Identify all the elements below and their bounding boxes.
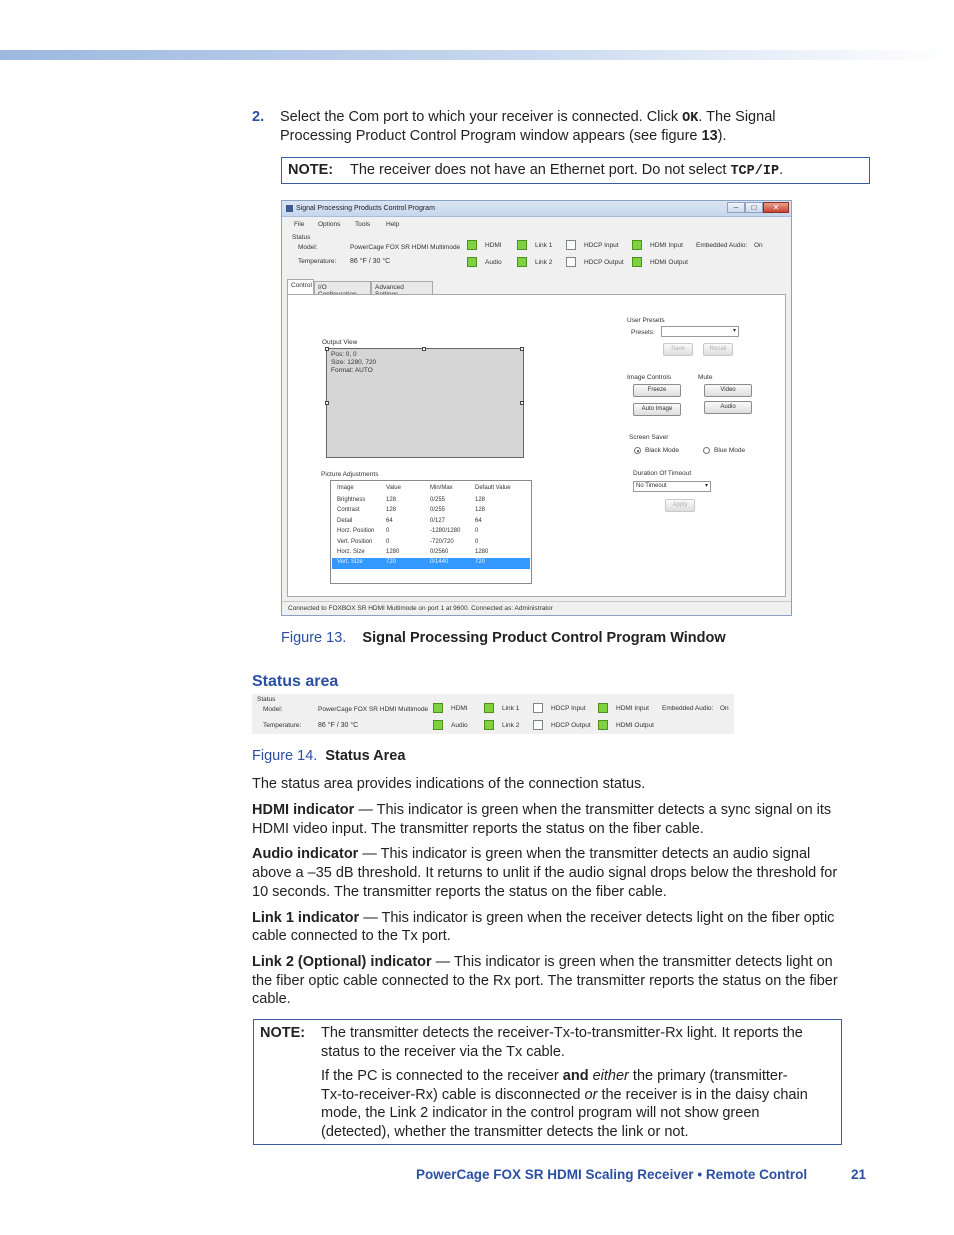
step-text-line1: Select the Com port to which your receiver is connected. Click OK. The Signal (280, 109, 776, 126)
resize-handle[interactable] (422, 347, 426, 351)
note-p2-line3: mode, the Link 2 indicator in the control program will not show green (321, 1105, 760, 1121)
hdmi-label: HDMI (485, 242, 502, 249)
note-label: NOTE: (288, 162, 334, 178)
embedded-audio-value: On (720, 705, 729, 712)
figure-13-caption: Figure 13. Signal Processing Product Control Program Window (281, 630, 726, 646)
link2-indicator-line3: cable. (252, 991, 291, 1007)
hdmi-indicator-line1: HDMI indicator — This indicator is green when the transmitter detects a sync signal on its (252, 802, 832, 818)
chevron-down-icon: ▾ (732, 328, 736, 334)
audio-mute-button[interactable]: Audio (704, 401, 752, 414)
link1-indicator-line1: Link 1 indicator — This indicator is green when the receiver detects light on the fiber optic (252, 910, 835, 926)
link2-label: Link 2 (535, 259, 553, 266)
temperature-value: 86 °F / 30 °C (318, 722, 359, 729)
audio-indicator-line2: above a –35 dB threshold. It returns to unlit if the audio signal drops below the threshold for (252, 865, 838, 881)
hdmi-indicator-line2: HDMI video input. The transmitter reports the status on the fiber cable. (252, 821, 704, 837)
black-mode-radio[interactable] (634, 447, 641, 454)
hdmi-output-label: HDMI Output (616, 722, 654, 729)
presets-dropdown[interactable] (661, 326, 739, 337)
freeze-button[interactable]: Freeze (633, 384, 681, 397)
hdcp-output-label: HDCP Output (584, 259, 624, 266)
menu-file[interactable]: File (294, 221, 305, 228)
hdcp-input-label: HDCP Input (551, 705, 586, 712)
step-number: 2. (252, 109, 265, 125)
hdmi-led (467, 240, 477, 250)
ok-button-ref: OK (682, 111, 699, 126)
table-row[interactable]: Vert. Position 0 -720/720 0 (337, 538, 479, 545)
hdmi-output-led (598, 720, 608, 730)
embedded-audio-value: On (754, 242, 763, 249)
recall-preset-button[interactable]: Recall (703, 343, 733, 356)
title-bar (282, 201, 791, 217)
hdmi-output-label: HDMI Output (650, 259, 688, 266)
intro-paragraph: The status area provides indications of the connection status. (252, 776, 646, 792)
model-label: Model: (298, 244, 318, 251)
output-format: Format: AUTO (331, 367, 373, 374)
link1-led (517, 240, 527, 250)
audio-led (467, 257, 477, 267)
maximize-button[interactable]: □ (745, 202, 763, 213)
hdcp-output-label: HDCP Output (551, 722, 591, 729)
menu-tools[interactable]: Tools (355, 221, 371, 228)
note-p2-line4: (detected), whether the transmitter detects the link or not. (321, 1124, 689, 1140)
user-presets-label: User Presets (627, 317, 665, 324)
menu-options[interactable]: Options (318, 221, 341, 228)
section-heading: Status area (252, 673, 339, 690)
note-p2-line1: If the PC is connected to the receiver and either the primary (transmitter- (321, 1068, 788, 1084)
image-controls-label: Image Controls (627, 374, 672, 381)
link2-label: Link 2 (502, 722, 520, 729)
app-icon (286, 205, 293, 212)
link2-indicator-line1: Link 2 (Optional) indicator — This indicator is green when the transmitter detects light on (252, 954, 833, 970)
tab-control[interactable]: Control (287, 279, 314, 294)
note-box-link2 (253, 1019, 842, 1145)
note-p2-line2: Tx-to-receiver-Rx) cable is disconnected or the receiver is in the daisy chain (321, 1087, 808, 1103)
close-button[interactable]: ✕ (763, 202, 789, 213)
audio-led (433, 720, 443, 730)
table-row[interactable]: Brightness 128 0/255 128 (337, 497, 486, 503)
auto-image-button[interactable]: Auto Image (633, 403, 681, 416)
save-preset-button[interactable]: Save (663, 343, 693, 356)
figure-14-caption: Figure 14. Status Area (252, 748, 406, 764)
hdcp-input-led (533, 703, 543, 713)
footer-title: PowerCage FOX SR HDMI Scaling Receiver • Remote Control (416, 1167, 808, 1182)
link2-indicator-line2: the fiber optic cable connected to the Rx port. The transmitter reports the status on the fiber (252, 973, 838, 989)
picture-adjustments-grid[interactable] (330, 480, 532, 584)
window-title: Signal Processing Products Control Program (296, 205, 435, 212)
blue-mode-label: Blue Mode (714, 447, 746, 454)
hdmi-output-led (632, 257, 642, 267)
apply-timeout-button[interactable]: Apply (665, 499, 695, 512)
model-value: PowerCage FOX SR HDMI Multimode (350, 244, 461, 251)
link2-led (484, 720, 494, 730)
control-panel (287, 294, 786, 597)
video-mute-button[interactable]: Video (704, 384, 752, 397)
temperature-label: Temperature: (298, 258, 337, 265)
temperature-value: 86 °F / 30 °C (350, 258, 391, 265)
output-size: Size: 1280, 720 (331, 359, 377, 366)
tab-advanced-settings[interactable]: Advanced (371, 281, 433, 294)
picture-adjustments-label: Picture Adjustments (321, 471, 379, 478)
hdmi-input-label: HDMI Input (650, 242, 683, 249)
table-row[interactable]: Detail 64 0/127 64 (337, 517, 482, 524)
blue-mode-radio[interactable] (703, 447, 710, 454)
resize-handle[interactable] (325, 347, 329, 351)
note-label: NOTE: (260, 1025, 306, 1041)
timeout-label: Duration Of Timeout (633, 470, 692, 477)
status-label: Status (257, 696, 276, 703)
hdcp-input-label: HDCP Input (584, 242, 619, 249)
hdcp-output-led (566, 257, 576, 267)
table-row-selected[interactable]: Vert. Size 720 0/1440 720 (332, 558, 530, 568)
hdmi-led (433, 703, 443, 713)
resize-handle[interactable] (520, 401, 524, 405)
mute-label: Mute (698, 374, 713, 381)
hdmi-input-led (632, 240, 642, 250)
app-window (281, 200, 792, 616)
menu-help[interactable]: Help (386, 221, 400, 228)
model-value: PowerCage FOX SR HDMI Multimode (318, 706, 429, 713)
hdmi-label: HDMI (451, 705, 468, 712)
audio-indicator-line1: Audio indicator — This indicator is green when the transmitter detects an audio signal (252, 846, 811, 862)
tab-io-configuration[interactable]: I/O (314, 281, 371, 294)
temperature-label: Temperature: (263, 722, 302, 729)
table-row[interactable]: Horz. Size 1280 0/2560 1280 (337, 549, 489, 555)
output-pos: Pos: 0, 0 (331, 351, 357, 358)
note-text: The receiver does not have an Ethernet port. Do not select TCP/IP. (350, 162, 784, 179)
link1-led (484, 703, 494, 713)
audio-label: Audio (485, 259, 502, 266)
resize-handle[interactable] (325, 401, 329, 405)
audio-indicator-line3: 10 seconds. The transmitter reports the status on the fiber cable. (252, 884, 667, 900)
chevron-down-icon: ▾ (704, 483, 708, 489)
header-bar (0, 50, 954, 60)
status-bar: Connected to FOXBOX SR HDMI Multimode on port 1 at 9600. Connected as: Administrator (282, 601, 791, 615)
screen-saver-label: Screen Saver (629, 434, 669, 441)
table-row[interactable]: Contrast 128 0/255 128 (337, 507, 486, 514)
timeout-dropdown[interactable]: No Timeout ▾ (633, 481, 711, 492)
note-box-ethernet (281, 157, 870, 184)
link1-label: Link 1 (502, 705, 520, 712)
note-p1-line2: status to the receiver via the Tx cable. (321, 1044, 565, 1060)
embedded-audio-label: Embedded Audio: (662, 705, 714, 712)
hdmi-input-label: HDMI Input (616, 705, 649, 712)
embedded-audio-label: Embedded Audio: (696, 242, 748, 249)
status-label: Status (292, 234, 311, 241)
presets-label: Presets: (631, 329, 655, 336)
model-label: Model: (263, 706, 283, 713)
output-view-label: Output View (322, 339, 358, 346)
page-number: 21 (851, 1167, 867, 1182)
link2-led (517, 257, 527, 267)
hdmi-input-led (598, 703, 608, 713)
table-row[interactable]: Horz. Position 0 -1280/1280 0 (337, 528, 479, 535)
hdcp-input-led (566, 240, 576, 250)
resize-handle[interactable] (520, 347, 524, 351)
grid-header: Image Value Min/Max Default Value (337, 485, 511, 491)
status-area-strip (252, 694, 734, 734)
note-p1-line1: The transmitter detects the receiver-Tx-to-transmitter-Rx light. It reports the (321, 1025, 803, 1041)
link1-label: Link 1 (535, 242, 553, 249)
audio-label: Audio (451, 722, 468, 729)
output-view[interactable] (326, 348, 524, 458)
link1-indicator-line2: cable connected to the Tx port. (252, 928, 451, 944)
black-mode-label: Black Mode (645, 447, 679, 454)
minimize-button[interactable]: – (727, 202, 745, 213)
step-text-line2: Processing Product Control Program window appears (see figure 13). (280, 128, 727, 144)
hdcp-output-led (533, 720, 543, 730)
